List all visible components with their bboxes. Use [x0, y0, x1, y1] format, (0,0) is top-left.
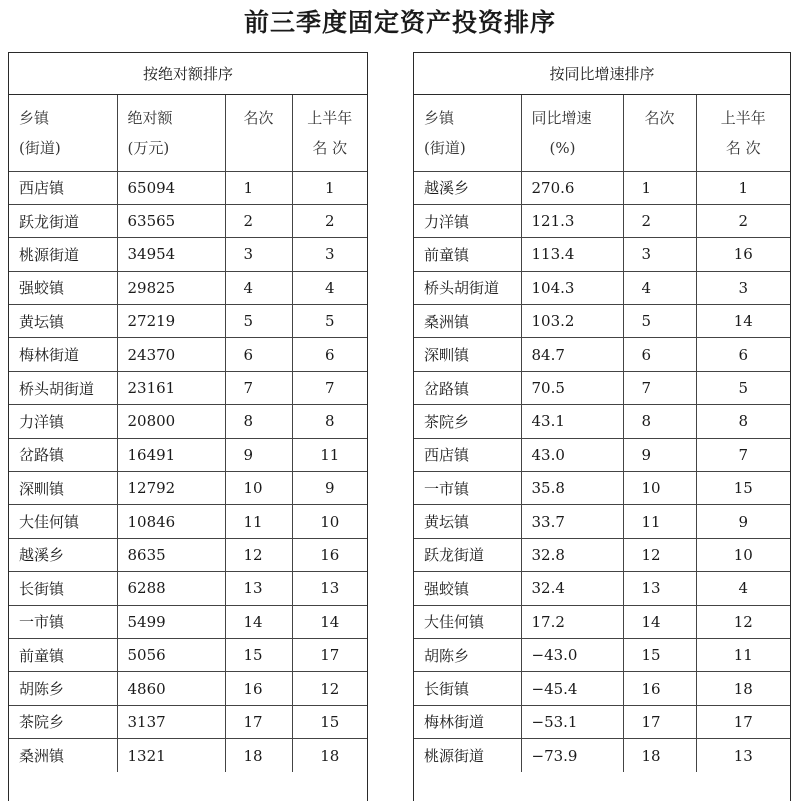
- cell-amount: 12792: [117, 472, 225, 505]
- cell-town: 跃龙街道: [414, 538, 521, 571]
- table-header-absolute: 按绝对额排序: [9, 53, 367, 95]
- cell-town: 茶院乡: [414, 405, 521, 438]
- cell-rank: 11: [623, 505, 696, 538]
- table-row: [9, 338, 367, 371]
- cell-growth: 113.4: [521, 238, 623, 271]
- table-row: [9, 271, 367, 304]
- table-row: [414, 338, 790, 371]
- cell-prev-rank: 17: [696, 705, 790, 738]
- cell-prev-rank: 4: [292, 271, 367, 304]
- cell-rank: 18: [623, 739, 696, 772]
- cell-town: 深甽镇: [414, 338, 521, 371]
- cell-growth: 35.8: [521, 472, 623, 505]
- table-row: [414, 505, 790, 538]
- cell-prev-rank: 15: [696, 472, 790, 505]
- cell-growth: 17.2: [521, 605, 623, 638]
- table-row: [9, 638, 367, 671]
- col-header-amount: 绝对额 (万元): [117, 95, 225, 171]
- cell-town: 桥头胡街道: [9, 371, 117, 404]
- cell-town: 长街镇: [9, 572, 117, 605]
- cell-town: 梅林街道: [414, 705, 521, 738]
- table-row: [414, 739, 790, 772]
- cell-rank: 15: [623, 638, 696, 671]
- col-header-prev-rank: 上半年 名 次: [696, 95, 790, 171]
- cell-prev-rank: 3: [292, 238, 367, 271]
- cell-town: 桃源街道: [414, 739, 521, 772]
- table-row: [414, 171, 790, 204]
- cell-town: 桑洲镇: [414, 305, 521, 338]
- cell-rank: 16: [225, 672, 292, 705]
- cell-rank: 10: [623, 472, 696, 505]
- table-row: [414, 271, 790, 304]
- cell-rank: 5: [225, 305, 292, 338]
- cell-prev-rank: 3: [696, 271, 790, 304]
- table-row: [9, 705, 367, 738]
- cell-growth: 32.8: [521, 538, 623, 571]
- cell-prev-rank: 7: [292, 371, 367, 404]
- table-row: [414, 705, 790, 738]
- table-row: [9, 238, 367, 271]
- cell-town: 桥头胡街道: [414, 271, 521, 304]
- cell-amount: 24370: [117, 338, 225, 371]
- cell-rank: 8: [225, 405, 292, 438]
- cell-town: 前童镇: [414, 238, 521, 271]
- cell-rank: 6: [225, 338, 292, 371]
- cell-amount: 63565: [117, 204, 225, 237]
- cell-prev-rank: 13: [733, 746, 753, 765]
- cell-rank: 14: [225, 605, 292, 638]
- cell-amount: 5056: [117, 638, 225, 671]
- cell-prev-rank: 8: [292, 405, 367, 438]
- cell-prev-rank: 16: [696, 238, 790, 271]
- cell-rank: 16: [623, 672, 696, 705]
- cell-amount: 4860: [117, 672, 225, 705]
- cell-town: 黄坛镇: [9, 305, 117, 338]
- cell-town: 强蛟镇: [414, 572, 521, 605]
- cell-town: 西店镇: [414, 438, 521, 471]
- cell-prev-rank: 12: [292, 672, 367, 705]
- cell-town: 深甽镇: [9, 472, 117, 505]
- cell-amount: 5499: [117, 605, 225, 638]
- cell-prev-rank: 2: [292, 204, 367, 237]
- cell-rank: 12: [225, 538, 292, 571]
- cell-prev-rank: 12: [696, 605, 790, 638]
- table-row: [9, 171, 367, 204]
- table-row: [414, 672, 790, 705]
- cell-prev-rank: 11: [696, 638, 790, 671]
- cell-rank: 1: [225, 171, 292, 204]
- table-row: [414, 371, 790, 404]
- cell-prev-rank: 9: [696, 505, 790, 538]
- cell-town: 一市镇: [9, 605, 117, 638]
- cell-prev-rank: 9: [292, 472, 367, 505]
- table-row: [414, 438, 790, 471]
- cell-growth: 104.3: [521, 271, 623, 304]
- cell-town: 胡陈乡: [414, 638, 521, 671]
- table-row: [9, 739, 367, 772]
- cell-prev-rank: 15: [292, 705, 367, 738]
- cell-town: 桃源街道: [9, 238, 117, 271]
- cell-rank: 6: [623, 338, 696, 371]
- cell-town: 茶院乡: [9, 705, 117, 738]
- cell-prev-rank: 14: [696, 305, 790, 338]
- table-row: [9, 305, 367, 338]
- cell-growth: 270.6: [521, 171, 623, 204]
- cell-rank: 8: [623, 405, 696, 438]
- cell-rank: 3: [225, 238, 292, 271]
- cell-rank: 12: [623, 538, 696, 571]
- absolute-table: [9, 95, 367, 772]
- cell-town: 越溪乡: [9, 538, 117, 571]
- table-row: [414, 405, 790, 438]
- cell-prev-rank: 11: [292, 438, 367, 471]
- cell-rank: 11: [225, 505, 292, 538]
- cell-amount: 6288: [117, 572, 225, 605]
- table-row: [414, 472, 790, 505]
- cell-rank: 18: [225, 739, 292, 772]
- cell-amount: 29825: [117, 271, 225, 304]
- cell-town: 黄坛镇: [414, 505, 521, 538]
- cell-rank: 10: [225, 472, 292, 505]
- cell-prev-rank: 5: [292, 305, 367, 338]
- cell-prev-rank: 8: [696, 405, 790, 438]
- cell-town: 长街镇: [414, 672, 521, 705]
- table-row: [9, 605, 367, 638]
- cell-rank: 3: [623, 238, 696, 271]
- cell-town: 胡陈乡: [9, 672, 117, 705]
- cell-amount: 27219: [117, 305, 225, 338]
- column-header-row: [414, 95, 790, 171]
- cell-amount: 8635: [117, 538, 225, 571]
- table-row: [9, 505, 367, 538]
- cell-rank: 2: [623, 204, 696, 237]
- col-header-town: 乡镇 (街道): [9, 95, 117, 171]
- cell-amount: 34954: [117, 238, 225, 271]
- table-row: [9, 472, 367, 505]
- cell-prev-rank: 16: [292, 538, 367, 571]
- cell-rank: 13: [623, 572, 696, 605]
- cell-growth: −43.0: [521, 638, 623, 671]
- col-header-prev-rank: 上半年 名 次: [292, 95, 367, 171]
- table-row: [414, 605, 790, 638]
- cell-growth: −53.1: [521, 705, 623, 738]
- cell-town: 桑洲镇: [9, 739, 117, 772]
- cell-rank: 17: [623, 705, 696, 738]
- cell-prev-rank: 10: [696, 538, 790, 571]
- cell-prev-rank: 18: [696, 672, 790, 705]
- table-header-growth: 按同比增速排序: [414, 53, 790, 95]
- col-header-growth: 同比增速 (%): [521, 95, 623, 171]
- cell-prev-rank: 13: [292, 572, 367, 605]
- table-row: [9, 672, 367, 705]
- absolute-amount-table: [8, 52, 368, 801]
- cell-amount: 3137: [117, 705, 225, 738]
- col-header-town: 乡镇 (街道): [414, 95, 521, 171]
- cell-amount: 10846: [117, 505, 225, 538]
- cell-prev-rank: 1: [696, 171, 790, 204]
- cell-rank: 9: [623, 438, 696, 471]
- cell-amount: 1321: [117, 739, 225, 772]
- cell-town: 岔路镇: [414, 371, 521, 404]
- cell-amount: 23161: [117, 371, 225, 404]
- cell-prev-rank: 18: [320, 746, 340, 765]
- cell-rank: 5: [623, 305, 696, 338]
- cell-rank: 17: [225, 705, 292, 738]
- cell-growth: 70.5: [521, 371, 623, 404]
- cell-growth: 43.0: [521, 438, 623, 471]
- table-row: [414, 238, 790, 271]
- cell-growth: 43.1: [521, 405, 623, 438]
- cell-prev-rank: 17: [292, 638, 367, 671]
- table-row: [9, 371, 367, 404]
- cell-growth: −45.4: [521, 672, 623, 705]
- cell-town: 前童镇: [9, 638, 117, 671]
- table-row: [414, 572, 790, 605]
- cell-rank: 14: [623, 605, 696, 638]
- cell-prev-rank: 2: [696, 204, 790, 237]
- cell-prev-rank: 10: [292, 505, 367, 538]
- cell-rank: 4: [623, 271, 696, 304]
- cell-rank: 15: [225, 638, 292, 671]
- cell-town: 西店镇: [9, 171, 117, 204]
- page-title: 前三季度固定资产投资排序: [243, 8, 556, 37]
- growth-rate-table: [413, 52, 791, 801]
- cell-growth: 84.7: [521, 338, 623, 371]
- cell-town: 跃龙街道: [9, 204, 117, 237]
- cell-prev-rank: 1: [292, 171, 367, 204]
- column-header-row: [9, 95, 367, 171]
- table-row: [414, 305, 790, 338]
- cell-amount: 20800: [117, 405, 225, 438]
- cell-growth: 121.3: [521, 204, 623, 237]
- table-row: [9, 538, 367, 571]
- cell-growth: 32.4: [521, 572, 623, 605]
- table-row: [9, 572, 367, 605]
- cell-amount: 16491: [117, 438, 225, 471]
- growth-table: [414, 95, 790, 772]
- cell-rank: 1: [623, 171, 696, 204]
- table-row: [9, 204, 367, 237]
- cell-rank: 2: [225, 204, 292, 237]
- table-row: [9, 405, 367, 438]
- cell-rank: 13: [225, 572, 292, 605]
- cell-prev-rank: 6: [696, 338, 790, 371]
- cell-growth: 33.7: [521, 505, 623, 538]
- cell-town: 岔路镇: [9, 438, 117, 471]
- cell-growth: 103.2: [521, 305, 623, 338]
- cell-town: 大佳何镇: [9, 505, 117, 538]
- table-row: [414, 638, 790, 671]
- cell-rank: 7: [225, 371, 292, 404]
- col-header-rank: 名次: [225, 95, 292, 171]
- table-row: [9, 438, 367, 471]
- cell-prev-rank: 14: [292, 605, 367, 638]
- cell-prev-rank: 6: [292, 338, 367, 371]
- cell-town: 一市镇: [414, 472, 521, 505]
- cell-town: 梅林街道: [9, 338, 117, 371]
- cell-town: 力洋镇: [414, 204, 521, 237]
- cell-growth: −73.9: [521, 739, 623, 772]
- cell-prev-rank: 4: [696, 572, 790, 605]
- cell-amount: 65094: [117, 171, 225, 204]
- table-row: [414, 538, 790, 571]
- table-row: [414, 204, 790, 237]
- cell-town: 大佳何镇: [414, 605, 521, 638]
- col-header-rank: 名次: [623, 95, 696, 171]
- cell-prev-rank: 5: [696, 371, 790, 404]
- cell-rank: 9: [225, 438, 292, 471]
- cell-town: 越溪乡: [414, 171, 521, 204]
- cell-town: 强蛟镇: [9, 271, 117, 304]
- cell-rank: 7: [623, 371, 696, 404]
- cell-town: 力洋镇: [9, 405, 117, 438]
- cell-prev-rank: 7: [696, 438, 790, 471]
- cell-rank: 4: [225, 271, 292, 304]
